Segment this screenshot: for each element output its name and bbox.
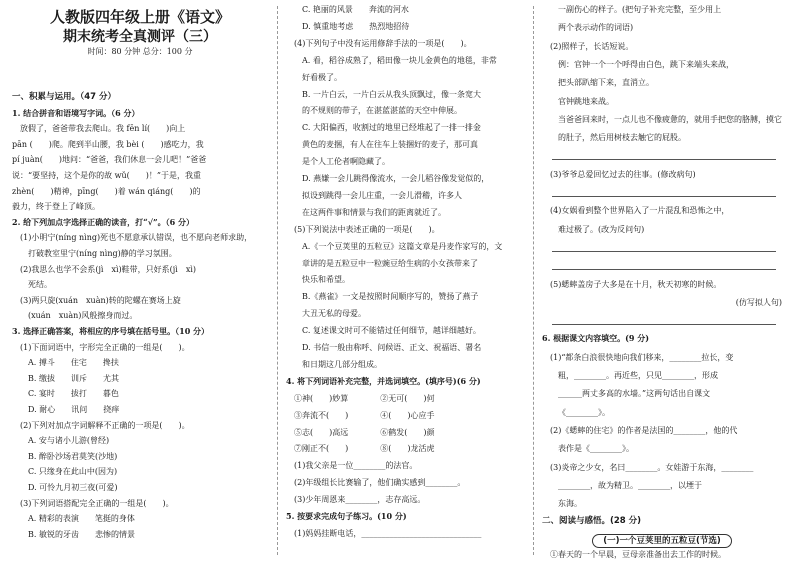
text-line: 两个表示动作的词语) — [558, 23, 634, 33]
text-line: C. 只缘身在此山中(因为) — [28, 467, 118, 477]
text-line: (1)下面词语中，字形完全正确的一组是( )。 — [20, 342, 190, 352]
text-line: (3)少年周恩来________，志存高远。 — [294, 495, 426, 505]
answer-underline — [552, 196, 776, 197]
text-line: ⑦刚正不( ) ⑧( )龙活虎 — [294, 444, 435, 454]
text-line: 官钟跳地来战。 — [558, 96, 614, 106]
text-line: zhèn( )精神，pīng( )着 wán qiáng( )的 — [12, 186, 201, 196]
text-line: (2)年级组长比赛输了，他们确实感到________。 — [294, 478, 466, 488]
text-line: 黄色的麦捆，有人在往车上装捆好的麦子，那可真 — [302, 140, 478, 150]
text-line: 表作是《________》。 — [558, 444, 634, 454]
text-line: (1)“都条白浪很快地向我们移来，________拉长，变 — [550, 352, 734, 362]
text-line: 例：官钟一个一个呼得由白色，跳下来端头来战， — [558, 59, 734, 69]
text-line: A. 精彩的表演 笔挺的身体 — [28, 514, 135, 524]
text-line: pān ( )爬。爬到半山腰，我 bèi ( )感吃力，我 — [12, 139, 204, 149]
text-line: D. 慎重地考虑 热烈地招待 — [302, 21, 410, 31]
text-line: 放假了，爸爸带我去爬山。我 fēn lí( )向上 — [20, 124, 186, 134]
text-line: A. 搏斗 住宅 搀扶 — [28, 358, 119, 368]
text-line: B. 缴拔 训斥 尤其 — [28, 373, 119, 383]
text-line: 章讲的是五粒豆中一粒豌豆给生病的小女孩带来了 — [302, 258, 478, 268]
text-line: 是个人工伦者啊隐藏了。 — [302, 157, 390, 167]
text-line: D. 可怜九月初三夜(可爱) — [28, 483, 118, 492]
text-line: ______两丈多高的水墙。”这两句话出自课文 — [558, 389, 711, 399]
text-line: 好看极了。 — [302, 72, 342, 82]
column-divider-2 — [533, 6, 534, 555]
text-line: 粗，________。再近些，只见________，形成 — [558, 371, 718, 380]
text-line: 打破教室里宁(níng nìng)静的学习氛围。 — [28, 249, 177, 258]
text-line: (1)我父亲是一位________的法官。 — [294, 461, 418, 471]
text-line: 1. 结合拼音和语境写字词。（6 分） — [12, 107, 140, 118]
text-line: ________，故为精卫。________，以堙于 — [558, 480, 702, 490]
text-line: (3)两只旋(xuán xuàn)转的陀螺在赛场上旋 — [20, 295, 181, 305]
text-line: (2)下列对加点字词解释不正确的一项是( )。 — [20, 420, 190, 430]
text-line: (2)照样子，长话短说。 — [550, 41, 634, 51]
answer-underline — [552, 269, 776, 270]
text-line: C. 宴时 拔打 暮色 — [28, 389, 119, 399]
text-line: D. 燕嫌一会儿跳得像流水，一会儿稻谷像发觉似的， — [302, 174, 490, 183]
text-line: (1)小明宁(níng nìng)死也不愿意承认错误，也不愿向老师求助， — [20, 233, 253, 243]
text-line: 东海。 — [558, 499, 582, 509]
reading-passage-title: (一)一个豆荚里的五粒豆(节选) — [592, 534, 732, 548]
text-line: (5)下列说法中表述正确的一项是( )。 — [294, 224, 440, 234]
column-3 — [542, 0, 782, 561]
text-line: (1)妈妈挂断电话，______________________________ — [294, 528, 482, 538]
text-line: 大丑无私的母爱。 — [302, 309, 366, 319]
reading-first-line: ①春天的一个早晨，豆母亲准备出去工作的时候。 — [550, 550, 726, 559]
page-title: 人教版四年级上册《语文》 — [49, 8, 230, 26]
text-line: C. 大阳偏西，收割过的地里已经堆起了一排一排金 — [302, 123, 481, 133]
text-line: 拟设到跳得一会儿庄重，一会儿滑稽，许多人 — [302, 190, 462, 200]
text-line: A. 看，稻谷成熟了，稻田像一块儿金黄色的地毯，非常 — [302, 55, 497, 65]
text-line: C. 复述课文时可不能错过任何细节，越详细越好。 — [302, 326, 481, 336]
text-line: 把头部趴缩下来，直消立。 — [558, 78, 654, 88]
text-line: (3)爷爷总爱回忆过去的往事。(修改病句) — [550, 169, 696, 179]
text-line: C. 艳丽的风景 奔流的河水 — [302, 5, 409, 14]
text-line: (3)下列词语搭配完全正确的一组是( )。 — [20, 498, 174, 508]
text-line: 和日期这几部分组成。 — [302, 359, 382, 369]
column-2 — [286, 0, 524, 561]
text-line: (3)炎帝之少女，名曰________。女娃游于东海，________ — [550, 462, 754, 472]
text-line: 3. 选择正确答案，将相应的序号填在括号里。（10 分） — [12, 326, 210, 336]
text-line: 的不规则的带子，在湛蓝湛蓝的天空中伸展。 — [302, 106, 462, 116]
text-line: 毅力，终于登上了峰顶。 — [12, 202, 100, 212]
text-line: (2)《蟋蟀的住宅》的作者是法国的________，他的代 — [550, 425, 738, 435]
text-line: (4)下列句子中没有运用修辞手法的一项是( )。 — [294, 38, 472, 48]
text-line: A.《一个豆荚里的五粒豆》这篇文章是丹麦作家写的，文 — [302, 241, 503, 251]
text-line: 在这两件事和情景与我们的距离就近了。 — [302, 207, 446, 217]
text-line: 快乐和希望。 — [302, 275, 350, 285]
text-line: (2)我思么也学不会系(jì xì)鞋带，只好系(jì xì) — [20, 264, 197, 274]
answer-underline — [552, 159, 776, 160]
text-line: 一、积累与运用。（47 分） — [12, 92, 117, 102]
text-line: pí juàn( )地问：“爸爸，我们休息一会儿吧！”爸爸 — [12, 155, 207, 165]
column-1 — [12, 0, 268, 561]
text-line: (仿写拟人句) — [735, 297, 782, 307]
text-line: 说：“要坚持，这个是你的故 wǔ( )！”于是，我重 — [12, 171, 201, 180]
exam-meta: 时间：80 分钟 总分：100 分 — [87, 47, 193, 56]
text-line: D. 耐心 讯问 挠痒 — [28, 405, 120, 414]
text-line: 一副伤心的样子。(把句子补充完整，至少用上 — [558, 5, 722, 14]
text-line: 《________》。 — [558, 407, 610, 417]
column-divider-1 — [277, 6, 278, 555]
text-line: (xuán xuàn)风般擦身而过。 — [28, 311, 138, 321]
text-line: 死结。 — [28, 280, 52, 290]
text-line: ⑤志( )高远 ⑥鹤发( )颜 — [294, 427, 435, 437]
reading-passage-title-wrap — [542, 534, 782, 548]
answer-underline — [552, 324, 776, 325]
text-line: B. 一片白云，一片白云从我头顶飘过，像一条宽大 — [302, 89, 481, 99]
text-line: 2. 给下列加点字选择正确的读音，打“√”。（6 分） — [12, 216, 194, 227]
text-line: B.《燕雀》一文是按照时间顺序写的，赞扬了燕子 — [302, 292, 479, 302]
text-line: 的肚子，然后用树枝去触它的屁股。 — [558, 133, 686, 143]
text-line: (4)女娲看到整个世界陷入了一片混乱和恐怖之中， — [550, 206, 730, 216]
text-line: D. 书信一般由称呼、问候语、正文、祝福语、署名 — [302, 343, 482, 352]
text-line: ③奔流不( ) ④( )心应手 — [294, 410, 435, 420]
text-line: B. 醉卧沙场君莫笑(沙地) — [28, 451, 118, 461]
text-line: 6. 根据课文内容填空。(9 分) — [542, 333, 650, 344]
text-line: 难过极了。(改为反问句) — [558, 224, 645, 234]
text-line: B. 敏锐的牙齿 悲惨的情景 — [28, 529, 135, 539]
page-subtitle: 期末统考全真测评（三） — [63, 29, 217, 45]
text-line: 当爸爸回来时，一点儿也不像疲惫的，就用手把您的胳膊，摸它 — [558, 114, 782, 124]
text-line: 5. 按要求完成句子练习。(10 分) — [286, 511, 407, 521]
text-line: A. 安与诸小儿游(曾经) — [28, 436, 110, 446]
text-line: ①神( )妙算 ②无可( )何 — [294, 393, 435, 403]
text-line: 二、阅读与感悟。(28 分) — [542, 516, 642, 527]
answer-underline — [552, 251, 776, 252]
text-line: (5)蟋蟀盖房子大多是在十月，秋天初寒的时候。 — [550, 279, 722, 289]
text-line: 4. 将下列词语补充完整，并选词填空。(填序号)(6 分) — [286, 375, 481, 386]
